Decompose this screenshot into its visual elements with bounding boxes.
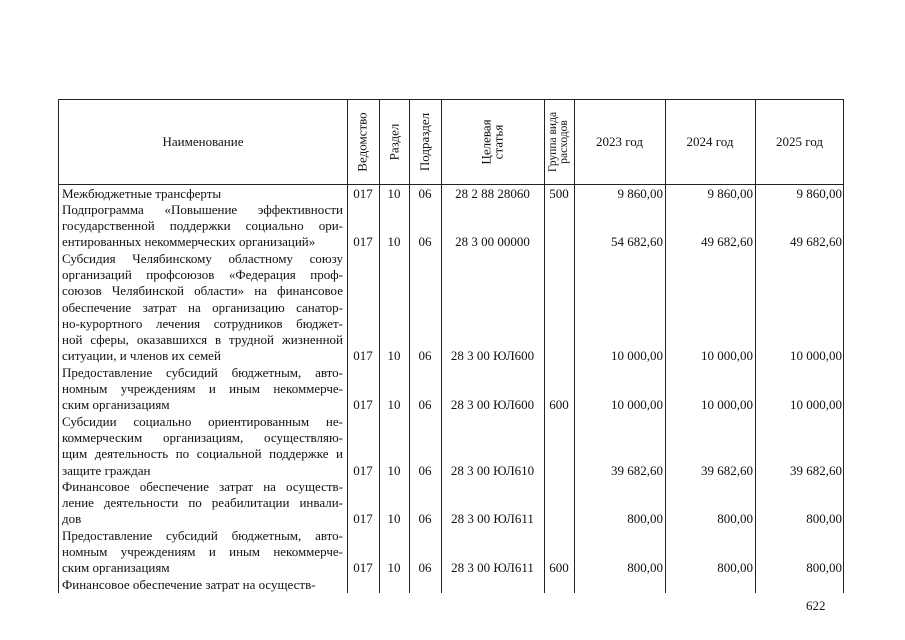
table-row bbox=[59, 479, 843, 528]
row-name-line: Межбюджетные трансферты bbox=[62, 185, 222, 201]
row-section: 10 bbox=[387, 348, 401, 364]
header-2025-label: 2025 год bbox=[776, 134, 823, 149]
page-number: 622 bbox=[806, 598, 826, 613]
row-name-line: обеспечение затрат на организацию санатор- bbox=[62, 299, 343, 315]
row-name-line: государственной поддержки социально ори- bbox=[62, 218, 343, 234]
row-subsection: 06 bbox=[418, 397, 432, 413]
row-name-line: Субсидия Челябинскому областному союзу bbox=[62, 250, 343, 266]
row-name-line: номным учреждениям и иным некоммерче- bbox=[62, 544, 343, 560]
row-value-2025: 800,00 bbox=[806, 560, 842, 576]
row-dept: 017 bbox=[353, 234, 373, 250]
header-dept-label: Ведомство bbox=[355, 112, 370, 172]
row-value-2024: 800,00 bbox=[717, 511, 753, 527]
header-2023-label: 2023 год bbox=[596, 134, 643, 149]
table-row bbox=[59, 202, 843, 251]
row-name bbox=[62, 414, 343, 479]
row-dept: 017 bbox=[353, 511, 373, 527]
row-name-line: организаций профсоюзов «Федерация проф- bbox=[62, 266, 343, 282]
header-group-label bbox=[548, 112, 570, 172]
row-dept: 017 bbox=[353, 348, 373, 364]
row-name-line: ским организациям bbox=[62, 560, 170, 576]
table-row bbox=[59, 528, 843, 577]
row-dept: 017 bbox=[353, 560, 373, 576]
row-target: 28 3 00 ЮЛ611 bbox=[451, 511, 534, 527]
row-name-line: дов bbox=[62, 511, 82, 527]
row-name-line: Предоставление субсидий бюджетным, авто- bbox=[62, 364, 343, 380]
row-name-line: ентированных некоммерческих организаций» bbox=[62, 234, 316, 250]
header-2024 bbox=[665, 100, 755, 184]
row-name-line: Финансовое обеспечение затрат на осуществ- bbox=[62, 478, 343, 494]
header-group bbox=[544, 100, 574, 184]
row-name-line: ским организациям bbox=[62, 397, 170, 413]
header-dept bbox=[347, 100, 379, 184]
row-dept: 017 bbox=[353, 185, 373, 201]
header-name bbox=[59, 100, 347, 184]
row-value-2024: 49 682,60 bbox=[701, 234, 753, 250]
row-name-line: Финансовое обеспечение затрат на осуществ- bbox=[62, 576, 316, 592]
header-subsection-label: Подраздел bbox=[417, 112, 433, 172]
row-name-line: ной сферы, оказавшихся в трудной жизненной bbox=[62, 332, 343, 348]
row-value-2023: 9 860,00 bbox=[617, 185, 663, 201]
row-name-line: номным учреждениям и иным некоммерче- bbox=[62, 381, 343, 397]
row-target: 28 3 00 ЮЛ611 bbox=[451, 560, 534, 576]
row-section: 10 bbox=[387, 462, 401, 478]
header-name-label: Наименование bbox=[162, 134, 244, 149]
row-value-2025: 49 682,60 bbox=[790, 234, 842, 250]
row-dept: 017 bbox=[353, 397, 373, 413]
table-row bbox=[59, 251, 843, 365]
header-2024-label: 2024 год bbox=[686, 134, 734, 149]
row-name bbox=[62, 365, 343, 414]
row-name bbox=[62, 251, 343, 365]
row-subsection: 06 bbox=[418, 560, 432, 576]
row-target: 28 3 00 ЮЛ600 bbox=[450, 348, 535, 364]
row-name-line: коммерческим организациям, осуществляю- bbox=[62, 429, 343, 445]
header-2025 bbox=[755, 100, 844, 184]
header-group-line1: Группа вида bbox=[547, 111, 560, 173]
row-name bbox=[62, 186, 343, 202]
row-value-2024: 10 000,00 bbox=[701, 348, 753, 364]
row-target: 28 3 00 ЮЛ610 bbox=[450, 462, 535, 478]
row-group: 500 bbox=[549, 185, 569, 201]
row-target: 28 2 88 28060 bbox=[455, 185, 530, 201]
row-section: 10 bbox=[387, 560, 401, 576]
row-subsection: 06 bbox=[418, 348, 432, 364]
row-subsection: 06 bbox=[418, 462, 432, 478]
header-target-line2: статья bbox=[490, 124, 506, 160]
row-value-2023: 800,00 bbox=[627, 560, 663, 576]
header-section bbox=[379, 100, 409, 184]
budget-table bbox=[58, 99, 844, 593]
row-group: 600 bbox=[549, 397, 569, 413]
row-subsection: 06 bbox=[418, 185, 432, 201]
row-name-line: защите граждан bbox=[62, 462, 151, 478]
table-row bbox=[59, 186, 843, 202]
row-target: 28 3 00 ЮЛ600 bbox=[450, 397, 535, 413]
header-section-label: Раздел bbox=[386, 123, 401, 161]
row-section: 10 bbox=[387, 185, 401, 201]
row-value-2024: 39 682,60 bbox=[701, 462, 753, 478]
row-name-line: Подпрограмма «Повышение эффективности bbox=[62, 201, 343, 217]
row-value-2023: 10 000,00 bbox=[611, 397, 663, 413]
row-name bbox=[62, 202, 343, 251]
row-subsection: 06 bbox=[418, 234, 432, 250]
row-value-2024: 9 860,00 bbox=[707, 185, 753, 201]
row-value-2024: 800,00 bbox=[717, 560, 753, 576]
row-value-2023: 54 682,60 bbox=[611, 234, 663, 250]
header-target-label bbox=[480, 119, 504, 164]
row-target: 28 3 00 00000 bbox=[455, 234, 530, 250]
row-name bbox=[62, 479, 343, 528]
table-row bbox=[59, 414, 843, 479]
row-value-2024: 10 000,00 bbox=[701, 397, 753, 413]
row-name-line: щим деятельность по социальной поддержке и bbox=[62, 446, 343, 462]
header-target bbox=[441, 100, 544, 184]
row-value-2025: 10 000,00 bbox=[790, 397, 842, 413]
header-subsection bbox=[409, 100, 441, 184]
row-subsection: 06 bbox=[418, 511, 432, 527]
row-name-line: ситуации, и членов их семей bbox=[62, 348, 221, 364]
table-row bbox=[59, 577, 843, 593]
row-name-line: но-курортного лечения сотрудников бюджет- bbox=[62, 315, 343, 331]
row-name-line: союзов Челябинской области» на финансовое bbox=[62, 283, 343, 299]
header-2023 bbox=[574, 100, 665, 184]
row-value-2025: 800,00 bbox=[806, 511, 842, 527]
row-value-2023: 800,00 bbox=[627, 511, 663, 527]
row-group: 600 bbox=[549, 560, 569, 576]
row-name bbox=[62, 528, 343, 577]
row-name bbox=[62, 577, 343, 593]
table-row bbox=[59, 365, 843, 414]
row-section: 10 bbox=[387, 234, 401, 250]
row-value-2025: 10 000,00 bbox=[790, 348, 842, 364]
row-value-2023: 39 682,60 bbox=[611, 462, 663, 478]
row-value-2023: 10 000,00 bbox=[611, 348, 663, 364]
row-dept: 017 bbox=[353, 462, 373, 478]
row-name-line: ление деятельности по реабилитации инвали- bbox=[62, 495, 343, 511]
header-target-line1: Целевая bbox=[478, 119, 494, 165]
row-section: 10 bbox=[387, 511, 401, 527]
header-group-line2: расходов bbox=[558, 120, 571, 164]
row-name-line: Предоставление субсидий бюджетным, авто- bbox=[62, 527, 343, 543]
row-value-2025: 9 860,00 bbox=[796, 185, 842, 201]
row-section: 10 bbox=[387, 397, 401, 413]
row-value-2025: 39 682,60 bbox=[790, 462, 842, 478]
row-name-line: Субсидии социально ориентированным не- bbox=[62, 413, 343, 429]
